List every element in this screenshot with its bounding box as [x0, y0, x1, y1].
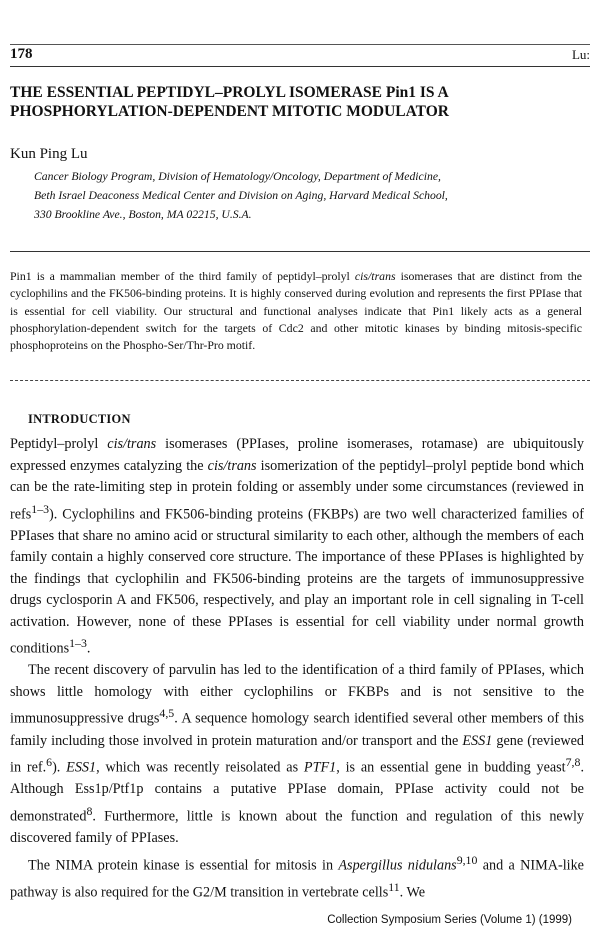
page-header — [10, 44, 590, 70]
affiliation-line: 330 Brookline Ave., Boston, MA 02215, U.S.A. — [34, 208, 252, 221]
paragraph: The recent discovery of parvulin has led to the identification of a third family of PPIases, which shows little homology with either cyclophilins or FKBPs and is not sensitive to the immunosuppressive drugs$^{4,5}$. A sequence homology search identified several other members of this family including those involved in protein maturation and/or transport and the ESS1 gene (reviewed in ref.$^6$). ESS1, which was recently reisolated as PTF1, is an essential gene in budding yeast$^{7,8}$. Although Ess1p/Ptf1p contains a putative PPIase domain, PPIase activity could not be demonstrated$^8$. Furthermore, little is known about the function and regulation of this newly discovered family of PPIases. — [10, 662, 585, 847]
citation: 11 — [388, 879, 400, 894]
section-heading: INTRODUCTION — [28, 412, 131, 426]
header-rule — [10, 66, 590, 67]
abstract-top-rule — [10, 251, 590, 252]
citation: 8 — [86, 803, 93, 818]
header-top-rule — [10, 44, 590, 45]
page-number: 178 — [10, 46, 33, 62]
citation: 6 — [46, 755, 53, 770]
abstract: Pin1 is a mammalian member of the third family of peptidyl–prolyl cis/trans isomerases that are distinct from the cyclophilins and the FK506-binding proteins. It is highly conserved during evolution and represents the first PPIase that is essential for cell viability. Our structural and functional analyses indicate that Pin1 likely acts as a general phosphorylation-dependent switch for the targets of Cdc2 and other mitotic kinases by binding mitosis-specific phosphoproteins on the Phospho-Ser/Thr-Pro motif. — [10, 269, 583, 353]
author-name: Kun Ping Lu — [10, 146, 88, 162]
citation: 9,10 — [456, 852, 478, 867]
citation: 1–3 — [69, 636, 87, 651]
affiliation-line: Cancer Biology Program, Division of Hematology/Oncology, Department of Medicine, — [34, 170, 441, 183]
affiliation-line: Beth Israel Deaconess Medical Center and Division on Aging, Harvard Medical School, — [34, 189, 448, 202]
running-head: Lu: — [571, 47, 590, 62]
author-affiliation — [34, 167, 554, 224]
abstract-bottom-rule — [10, 380, 590, 381]
article-title: THE ESSENTIAL PEPTIDYL–PROLYL ISOMERASE Pin1 IS A PHOSPHORYLATION-DEPENDENT MITOTIC MODULATOR — [10, 84, 449, 120]
page-footer: Collection Symposium Series (Volume 1) (1999) — [327, 914, 572, 926]
body-text — [10, 434, 584, 904]
citation: 4,5 — [159, 706, 175, 721]
citation: 1–3 — [31, 501, 50, 516]
citation: 7,8 — [565, 755, 581, 770]
paragraph: The NIMA protein kinase is essential for mitosis in Aspergillus nidulans$^{9,10}$ and a NIMA-like pathway is also required for the G2/M transition in vertebrate cells$^{11}$. We — [10, 852, 584, 901]
paragraph: Peptidyl–prolyl cis/trans isomerases (PPIases, proline isomerases, rotamase) are ubiquitously expressed enzymes catalyzing the cis/trans isomerization of the peptidyl–prolyl peptide bond which can be the rate-limiting step in protein folding or assembly under some circumstances (reviewed in refs$^{1-3}$). Cyclophilins and FK506-binding proteins (FKBPs) are two well characterized families of PPIases that share no amino acid or structural similarity to each other, although the members of each family contain a highly conserved core structure. The importance of these PPIases is highlighted by the findings that cyclophilin and FK506-binding proteins are the targets of immunosuppressive drugs cyclosporin A and FK506, respectively, and play an important role in cell signaling in T-cell activation. However, none of these PPIases is essential for cell viability under normal growth conditions$^{1-3}$. — [10, 436, 585, 657]
